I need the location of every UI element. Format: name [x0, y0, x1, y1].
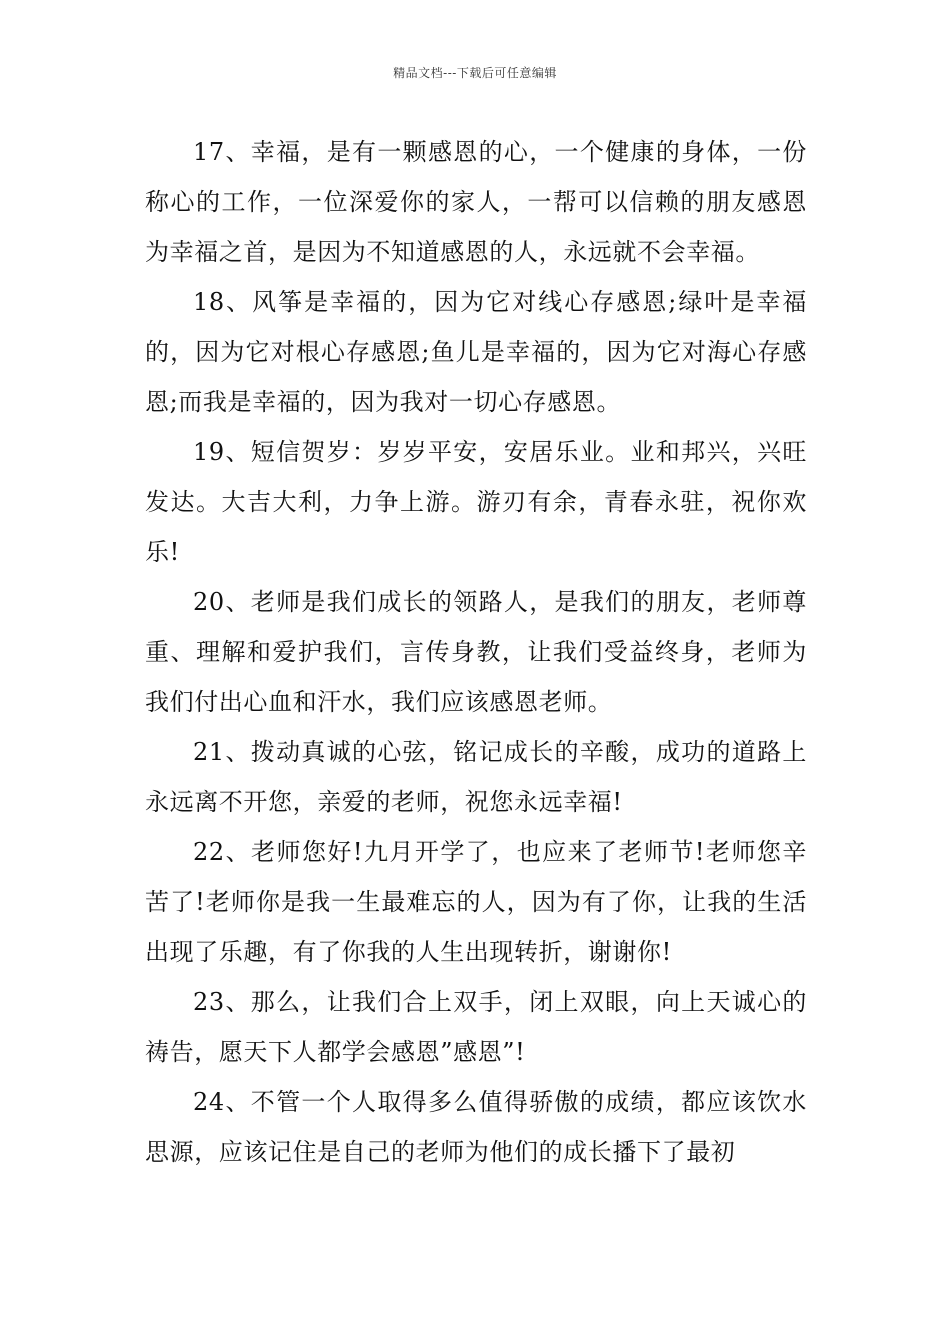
document-body	[145, 127, 807, 1177]
paragraph-17: 17、幸福，是有一颗感恩的心，一个健康的身体，一份称心的工作，一位深爱你的家人，一帮可以信赖的朋友感恩为幸福之首，是因为不知道感恩的人，永远就不会幸福。	[145, 138, 807, 266]
paragraph-23: 23、那么，让我们合上双手，闭上双眼，向上天诚心的祷告，愿天下人都学会感恩”感恩”!	[145, 988, 807, 1066]
paragraph-22: 22、老师您好!九月开学了，也应来了老师节!老师您辛苦了!老师你是我一生最难忘的人，因为有了你，让我的生活出现了乐趣，有了你我的人生出现转折，谢谢你!	[145, 838, 807, 966]
paragraph-19: 19、短信贺岁：岁岁平安，安居乐业。业和邦兴，兴旺发达。大吉大利，力争上游。游刃有余，青春永驻，祝你欢乐!	[145, 438, 807, 566]
paragraph-24: 24、不管一个人取得多么值得骄傲的成绩，都应该饮水思源，应该记住是自己的老师为他们的成长播下了最初	[145, 1088, 807, 1166]
paragraph-18: 18、风筝是幸福的，因为它对线心存感恩;绿叶是幸福的，因为它对根心存感恩;鱼儿是幸福的，因为它对海心存感恩;而我是幸福的，因为我对一切心存感恩。	[145, 288, 807, 416]
paragraph-20: 20、老师是我们成长的领路人，是我们的朋友，老师尊重、理解和爱护我们，言传身教，让我们受益终身，老师为我们付出心血和汗水，我们应该感恩老师。	[145, 588, 807, 716]
page-header: 精品文档---下载后可任意编辑	[393, 66, 557, 80]
paragraph-21: 21、拨动真诚的心弦，铭记成长的辛酸，成功的道路上永远离不开您，亲爱的老师，祝您永远幸福!	[145, 738, 807, 816]
